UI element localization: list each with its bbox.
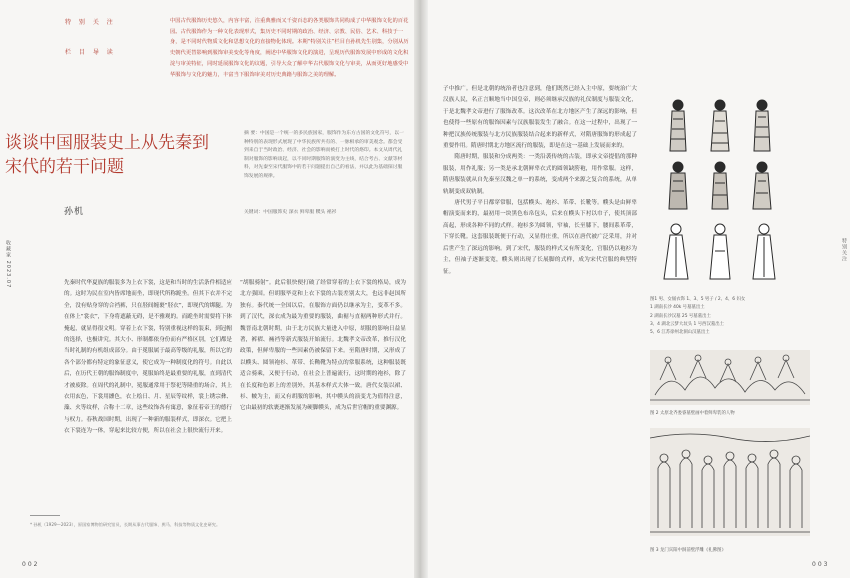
page-number-left: 002 [22, 561, 40, 568]
left-page [0, 0, 414, 578]
page-gutter [414, 0, 428, 578]
caption-line: 2 湖南长沙汉墓 25 号墓墓出土 [650, 313, 711, 319]
figure-3-caption: 图 3 龙门宾阳中洞前壁浮雕《礼佛图》 [650, 548, 726, 553]
caption-line: 5、6 江苏徐州北洞山汉墓出土 [650, 330, 710, 336]
figure-2-mural [650, 350, 810, 405]
author-name: 孙机 [64, 207, 85, 217]
footnote-rule [30, 515, 60, 516]
figurine-4 [669, 162, 687, 209]
abstract: 摘 要：中国是一个统一的多民族国家，服饰作为东方古国的文化符号，以一种特别的表现形式展现了中华民族所共有的、一脉相承的审美观念。都会受到来自于当时政治、经济、社会的影响而被打上时代的烙印。本文从周代礼制对服饰的影响谈起，以不同时期服饰的演变为主线，结合考古、文献等材料，对先秦至宋代服饰中的若干问题提出自己的看法，并以此为基础探讨服饰发展的规律。 [244, 131, 404, 179]
column-intro: 中国古代服饰历史悠久，内容丰富，注重典雅而又千姿百态的各类服饰共同构成了中华服饰文化的百花园。古代服饰作为一种文化表现形式，集历史不同时期的政治、经济、宗教、民俗、艺术、科技于一身，是不同时代物质文化和思想文化的直接物化体现。本期“特别关注”栏目自孙机先生别集，分别从历史朝代更替影响到服饰审美变化等角度，阐述中华服饰文化的演进，呈现历代服饰发展中形成的文化积淀与审美特征，同时延展服饰文化的议题，引导大众了解中华古代服饰文化与审美，从而更好地感受中华服饰与文化的魅力，丰富当下服饰审美对历史典籍与服饰之美的理解。 [170, 18, 409, 78]
figurine-7 [664, 224, 688, 279]
figurine-2 [711, 100, 729, 151]
page-number-right: 003 [812, 561, 830, 568]
figurine-9 [753, 224, 775, 279]
figurine-8 [710, 224, 730, 279]
body-column-2: “胡服骑射”。此后很快便打破了经常穿着的上衣下裳的格局，成为北方强国。但胡服毕竟和上衣下裳的古装差别太大，也远非赵国所独有。秦代统一全国以后，在服饰方面仍以继承为主，变革不多。到了汉代，深衣成为最为重要的服装，曲裾与直裾两种形式并行。魏晋南北朝时期，由于北方民族大量进入中原，胡服的影响日益显著，裤褶、裲裆等新式服装开始流行。北魏孝文帝改革，推行汉化政策，但鲜卑服的一些因素仍被保留下来。至隋唐时期，又形成了以幞头、圆领袍衫、革带、长靿靴为特点的常服系统，这种服装既适合骑乘，又便于行动，在社会上普遍流行，这时期的袍衫，除了在长度和色彩上的差别外，其基本样式大体一致。唐代女装以裙、衫、帔为主，而又有胡服的影响，其中幞头的演变尤为值得注意，它由最初的软裹逐渐发展为硬脚幞头，成为后世官帽的重要渊源。 [240, 280, 406, 412]
footnote: * 孙机（1929—2023），原国家博物馆研究馆员，长期从事古代服饰、舆马、科技等物质文化史研究。 [30, 522, 221, 527]
right-page [428, 0, 850, 578]
figurine-6 [753, 162, 771, 209]
journal-side-label: 收藏家 2023.07 [5, 240, 11, 289]
figurine-1 [670, 100, 686, 151]
section-side-label: 特别关注 [841, 238, 847, 262]
figure-2-caption: 图 2 太原北齐娄睿墓壁画中着鲜卑装的人物 [650, 411, 735, 416]
column-label: 栏 目 导 读 [65, 49, 116, 56]
figure-1-caption [650, 296, 820, 337]
figurine-3 [754, 100, 770, 151]
right-body-text: 子中推广。但是北朝的统治者也注意到，他们既然已经入主中原，要统治广大汉族人民，名正言顺地当中国皇帝，则必须继承汉族的礼仪制度与服装文化，于是北魏孝文帝进行了服饰改革。这次改革在北方地区产生了深远的影响，但也使得一些原有的服饰因素与汉族服装发生了融合。在这一过程中，出现了一种把汉族传统服装与北方民族服装结合起来的新样式，对隋唐服饰的形成起了重要作用。隋唐时期北方地区流行的服装，即是在这一基础上发展而来的。 隋唐时期，服装和分成两类：一类沿袭传统的古装，即承文帝提倡的那种服装，用作礼服；另一类是承北朝鲜卑衣式的圆领缺胯袍，用作常服。这样，隋唐服装就从自先秦至汉魏之单一的系统，变成两个来源之复合的系统，从单轨制变成双轨制。 唐代男子平日都穿常服，包括幞头、袍衫、革带、长靴等。幞头是由鲜卑帽演变而来的，最初用一块黑色布帛包头，后来在幞头下衬以巾子，使其顶部高起，形成各种不同的式样。袍衫多为圆领，窄袖，长至膝下，腰间系革带，下穿长靴。这套服装既便于行动，又显得庄重，所以在唐代被广泛采用，并对后世产生了深远的影响。到了宋代，服装的样式又有所变化，官服仍以袍衫为主，但袖子逐渐变宽，幞头则出现了长展脚的式样，成为宋代官服的典型特征。 [443, 86, 637, 275]
caption-line: 1 湖南长沙 40k 号墓墓出土 [650, 305, 705, 311]
keywords: 关键词：中国服饰史 深衣 鲜卑服 幞头 裙衫 [244, 210, 337, 215]
body-column-1: 先秦时代华夏族的服装多为上衣下裳，这是和当时的生活条件相适应的。这时为民在室内皆席地而坐，即现代所称跪坐。但其下衣并不完全，没有贴身穿的合裆裤，只在胫间缠裹“胫衣”，即现代的绑腿。为在体上“裳衣”，下身将遮蔽无碍，是不雅观的。而跪坐时需要将下体掩起，就显得很文明。穿着上衣下裳，特别重视这样的装束，到冠帽的选择，也极讲究。其大小、形制都依身份而有严格区别，它们都是当时礼制的有机组成部分。由于冕服属于最高等级的礼服，所以它的各个部分都有特定的象征意义，使它成为一种制度化的符号。自此以后，在历代王朝的服饰制度中，冕服始终是最重要的礼服，直到清代才被废除。在周代的礼制中，冕服通常用于祭祀等隆重的场合，其上衣用玄色，下裳用纁色，衣上绘日、月、星辰等纹样，裳上绣宗彝、藻、火等纹样，合称十二章，这些纹饰各有寓意，象征着帝王的德行与权力。春秋战国时期，出现了一种新的服装样式，即深衣。它把上衣下裳连为一体，穿起来比较方便，所以在社会上很快流行开来。 [64, 280, 233, 435]
article-title: 谈谈中国服装史上从先秦到宋代的若干问题 [5, 133, 209, 177]
caption-line: 3、4 湖北云梦大坟头 1 号西汉墓出土 [650, 321, 725, 327]
figurine-5 [712, 162, 728, 209]
figure-1-figurines [650, 95, 810, 287]
section-label: 特 别 关 注 [65, 19, 116, 26]
figure-3-relief [650, 428, 810, 536]
caption-line: 图1 男、女俑衣饰 1、3、5 男子 / 2、4、6 妇女 [650, 297, 746, 302]
